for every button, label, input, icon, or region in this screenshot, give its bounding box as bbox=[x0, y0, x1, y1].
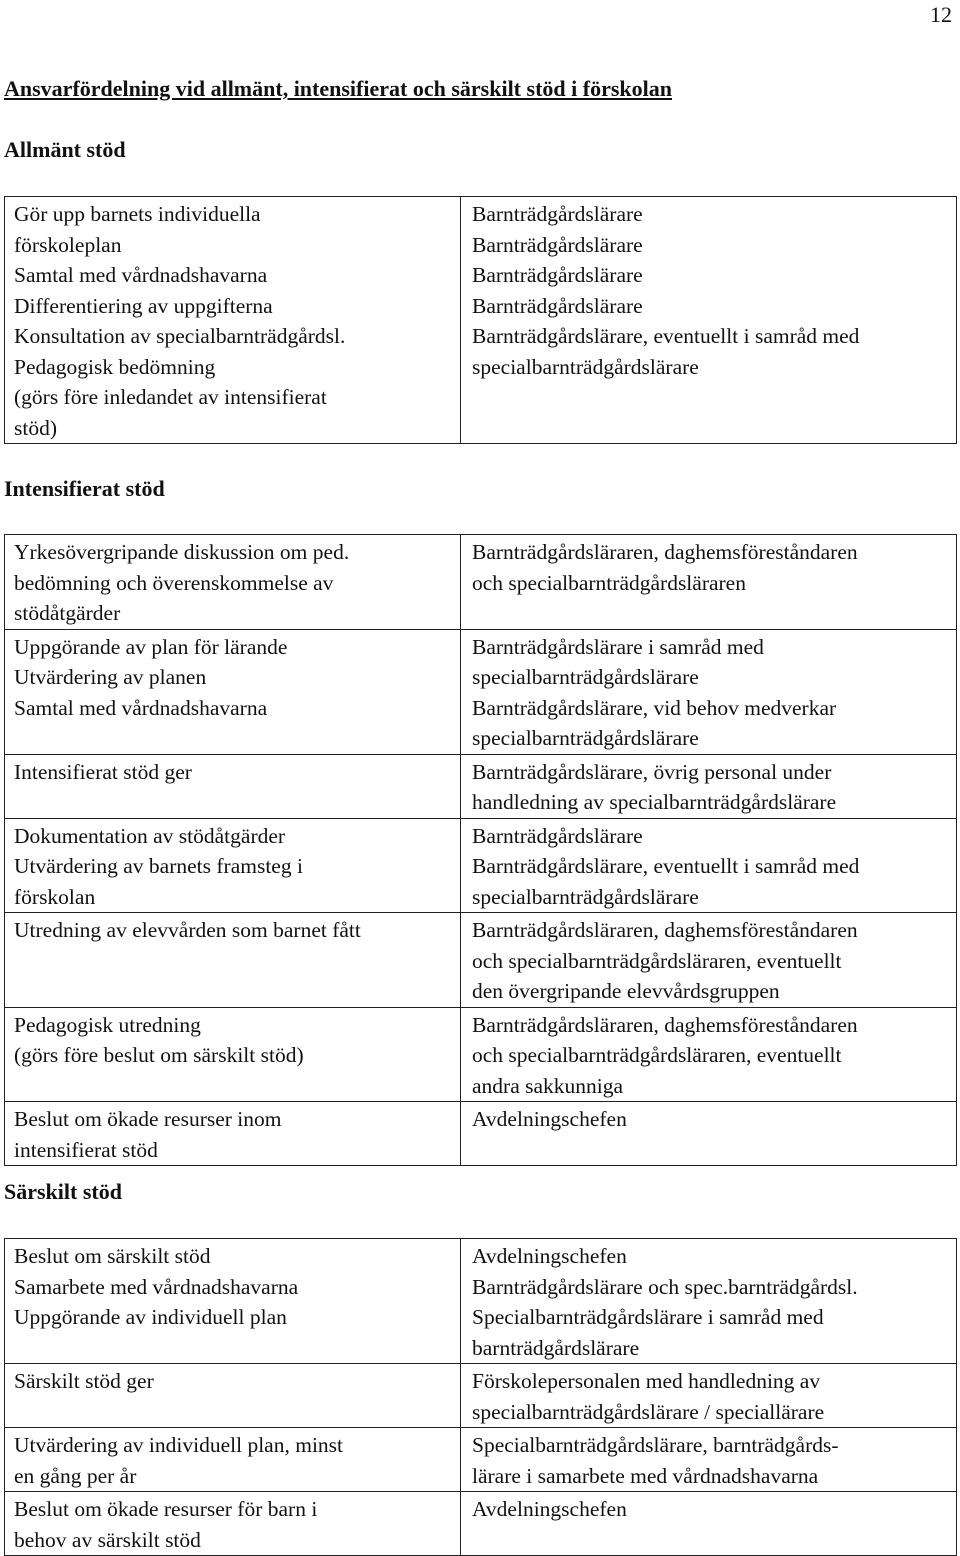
responsible-text: Barnträdgårdslärare bbox=[472, 263, 643, 287]
table-row bbox=[5, 1102, 957, 1166]
task-text: Uppgörande av individuell plan bbox=[14, 1305, 287, 1329]
task-text: Uppgörande av plan för lärande Utvärdering av planen bbox=[14, 634, 288, 689]
responsible-text: Barnträdgårdslärare i samråd med specialbarnträdgårdslärare bbox=[472, 634, 764, 689]
table-row bbox=[5, 629, 957, 754]
section-heading-allmant: Allmänt stöd bbox=[4, 137, 126, 162]
task-text: Gör upp barnets individuella förskoleplan bbox=[14, 202, 261, 257]
table-row bbox=[5, 197, 957, 444]
responsible-text: Barnträdgårdslärare, vid behov medverkar specialbarnträdgårdslärare bbox=[472, 695, 837, 750]
task-text: Dokumentation av stödåtgärder bbox=[14, 823, 286, 848]
responsible-text: Specialbarnträdgårdslärare, barnträdgårds- lärare i samarbete med vårdnadshavarna bbox=[472, 1433, 839, 1488]
document-title: Ansvarfördelning vid allmänt, intensifierat och särskilt stöd i förskolan bbox=[4, 76, 672, 101]
task-text: Samtal med vårdnadshavarna bbox=[14, 695, 268, 720]
task-text: Beslut om särskilt stöd bbox=[14, 1244, 211, 1268]
responsible-text: Avdelningschefen bbox=[472, 1244, 627, 1268]
responsible-text: Avdelningschefen bbox=[472, 1107, 627, 1131]
responsibility-table-intensifierat bbox=[4, 534, 957, 1166]
responsible-text: Specialbarnträdgårdslärare i samråd med barnträdgårdslärare bbox=[472, 1305, 824, 1360]
page-number: 12 bbox=[930, 2, 952, 27]
responsibility-table-sarskilt bbox=[4, 1238, 957, 1556]
responsible-text: Barnträdgårdslärare bbox=[472, 293, 643, 318]
table-row bbox=[5, 913, 957, 1008]
task-text: Samtal med vårdnadshavarna bbox=[14, 263, 268, 287]
table-row bbox=[5, 1428, 957, 1492]
responsible-text: Barnträdgårdslärare, eventuellt i samråd med specialbarnträdgårdslärare bbox=[472, 324, 860, 379]
task-text: Intensifierat stöd ger bbox=[14, 759, 192, 784]
responsible-text: Barnträdgårdsläraren, daghemsföreståndaren och specialbarnträdgårdsläraren, eventuellt den övergripande elevvårdsgruppen bbox=[472, 918, 858, 1003]
table-row bbox=[5, 1007, 957, 1102]
task-text: Differentiering av uppgifterna bbox=[14, 293, 273, 318]
responsible-text: Barnträdgårdsläraren, daghemsföreståndaren och specialbarnträdgårdsläraren, eventuellt andra sakkunniga bbox=[472, 1012, 858, 1098]
responsible-text: Barnträdgårdsläraren, daghemsföreståndaren och specialbarnträdgårdsläraren bbox=[472, 540, 858, 595]
task-text: Pedagogisk bedömning (görs före inledandet av intensifierat stöd) bbox=[14, 354, 327, 440]
responsible-text: Barnträdgårdslärare bbox=[472, 202, 643, 226]
task-text: Beslut om ökade resurser för barn i behov av särskilt stöd bbox=[14, 1497, 318, 1552]
table-row bbox=[5, 818, 957, 913]
task-text: Utredning av elevvården som barnet fått bbox=[14, 918, 361, 942]
responsibility-table-allmant bbox=[4, 196, 957, 444]
task-text: Pedagogisk utredning (görs före beslut om särskilt stöd) bbox=[14, 1012, 304, 1067]
responsible-text: Förskolepersonalen med handledning av specialbarnträdgårdslärare / speciallärare bbox=[472, 1369, 825, 1424]
table-row bbox=[5, 1239, 957, 1364]
responsible-text: Barnträdgårdslärare, eventuellt i samråd med specialbarnträdgårdslärare bbox=[472, 854, 860, 909]
task-text: Särskilt stöd ger bbox=[14, 1369, 154, 1393]
task-text: Yrkesövergripande diskussion om ped. bedömning och överenskommelse av stödåtgärder bbox=[14, 540, 350, 625]
responsible-text: Barnträdgårdslärare och spec.barnträdgårdsl. bbox=[472, 1274, 858, 1299]
responsible-text: Barnträdgårdslärare bbox=[472, 232, 643, 257]
task-text: Utvärdering av individuell plan, minst en gång per år bbox=[14, 1433, 344, 1488]
responsible-text: Barnträdgårdslärare, övrig personal under handledning av specialbarnträdgårdslärare bbox=[472, 759, 837, 814]
table-row bbox=[5, 1492, 957, 1556]
table-row bbox=[5, 754, 957, 818]
task-text: Samarbete med vårdnadshavarna bbox=[14, 1274, 299, 1299]
section-heading-intensifierat: Intensifierat stöd bbox=[4, 476, 165, 501]
task-text: Konsultation av specialbarnträdgårdsl. bbox=[14, 324, 346, 348]
task-text: Utvärdering av barnets framsteg i förskolan bbox=[14, 854, 303, 909]
table-row bbox=[5, 1364, 957, 1428]
section-heading-sarskilt: Särskilt stöd bbox=[4, 1179, 122, 1204]
table-row bbox=[5, 535, 957, 630]
responsible-text: Barnträdgårdslärare bbox=[472, 823, 643, 848]
responsible-text: Avdelningschefen bbox=[472, 1497, 627, 1521]
task-text: Beslut om ökade resurser inom intensifierat stöd bbox=[14, 1107, 282, 1162]
